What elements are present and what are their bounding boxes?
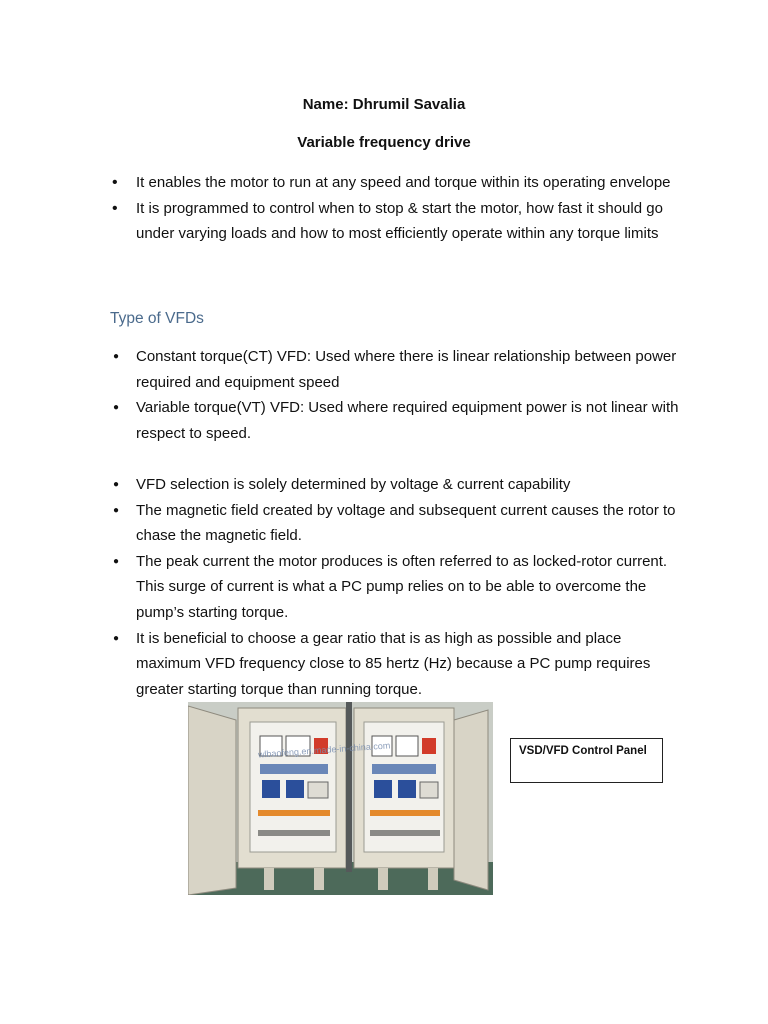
control-panel-photo (188, 702, 493, 895)
list-item: ● It is beneficial to choose a gear ratio that is as high as possible and place maximum VFD frequency close to 85 hertz (Hz) because a PC pump requires greater starting torque than running torque. (110, 626, 690, 703)
types-bullet-list (110, 344, 690, 446)
list-item: • It enables the motor to run at any speed and torque within its operating envelope (110, 170, 690, 196)
photo-caption: VSD/VFD Control Panel (519, 745, 647, 757)
section-heading: Type of VFDs (110, 310, 204, 327)
photo-caption-box (510, 738, 663, 783)
document-title: Variable frequency drive (297, 134, 471, 151)
list-item: • It is programmed to control when to stop & start the motor, how fast it should go under varying loads and how to most efficiently operate within any torque limits (110, 196, 690, 247)
list-item: ● The magnetic field created by voltage and subsequent current causes the rotor to chase the magnetic field. (110, 498, 690, 549)
list-item: ● The peak current the motor produces is often referred to as locked-rotor current. This surge of current is what a PC pump relies on to be able to overcome the pump’s starting torque. (110, 549, 690, 626)
selection-bullet-list (110, 472, 690, 702)
photo-watermark: wlbaofeng.en.made-in-china.com (257, 740, 391, 760)
list-item: ● Constant torque(CT) VFD: Used where there is linear relationship between power required and equipment speed (110, 344, 690, 395)
control-panel-illustration (188, 702, 493, 895)
list-item: ● VFD selection is solely determined by voltage & current capability (110, 472, 690, 498)
author-name: Name: Dhrumil Savalia (302, 96, 466, 113)
list-item: ● Variable torque(VT) VFD: Used where required equipment power is not linear with respect to speed. (110, 395, 690, 446)
intro-bullet-list (110, 170, 690, 247)
